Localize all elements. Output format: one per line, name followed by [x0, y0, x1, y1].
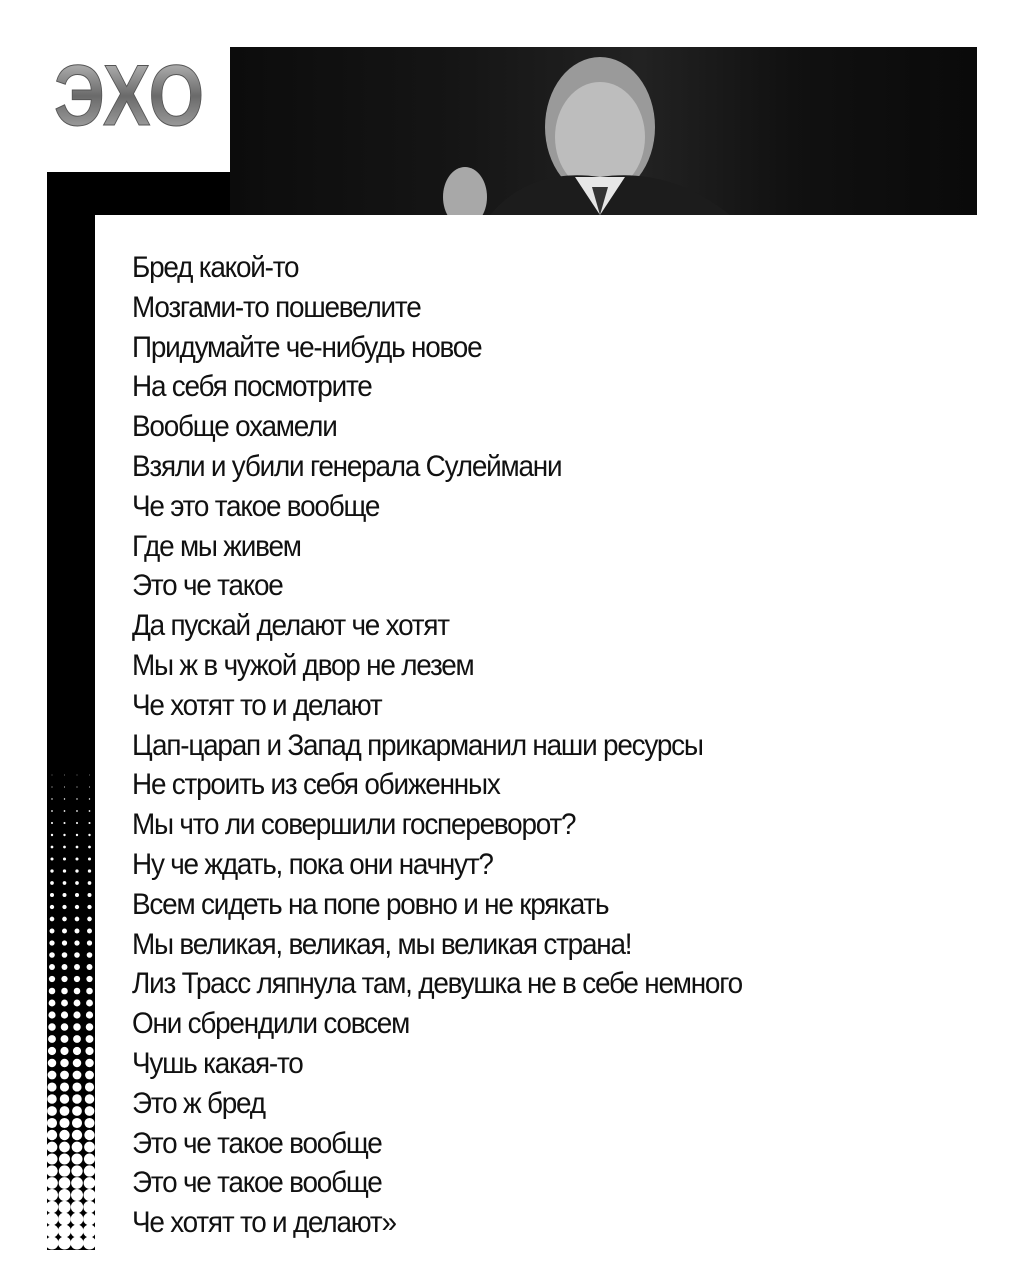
speaker-photo-silhouette [230, 47, 977, 215]
halftone-dot [60, 1106, 70, 1116]
halftone-dot [47, 1118, 57, 1128]
quote-line: Где мы живем [132, 529, 301, 563]
halftone-dot [88, 893, 92, 897]
halftone-dot [87, 964, 93, 970]
halftone-dot [86, 1000, 93, 1007]
halftone-dot [58, 1201, 70, 1213]
halftone-dot [49, 976, 55, 982]
halftone-dot [88, 881, 92, 885]
halftone-dot [62, 964, 68, 970]
halftone-dot [88, 822, 90, 824]
halftone-dot [84, 1118, 94, 1128]
halftone-dot [48, 1035, 56, 1043]
quote-line: Цап-царап и Запад прикарманил наши ресурсы [132, 728, 703, 762]
quote-line: Лиз Трасс ляпнула там, девушка не в себе немного [132, 967, 742, 1001]
halftone-dot [51, 846, 54, 849]
halftone-dot [63, 846, 66, 849]
halftone-dot [71, 1225, 84, 1238]
quote-line: Это че такое вообще [132, 1126, 382, 1160]
halftone-dot [87, 952, 93, 958]
halftone-dot [51, 810, 53, 812]
halftone-dot [59, 1153, 70, 1164]
halftone-dot [49, 1000, 56, 1007]
halftone-dot [89, 798, 90, 799]
halftone-dot [60, 1059, 68, 1067]
halftone-dot [73, 1011, 80, 1018]
halftone-dot [71, 1237, 84, 1250]
halftone-dot [85, 1082, 94, 1091]
quote-line: Че хотят то и делают» [132, 1206, 396, 1240]
halftone-dot [49, 988, 56, 995]
halftone-dot [46, 1201, 58, 1213]
halftone-dot [62, 929, 67, 934]
halftone-dot [64, 810, 66, 812]
halftone-dot [49, 940, 54, 945]
halftone-dot [76, 786, 77, 787]
halftone-dot [85, 1071, 94, 1080]
halftone-dot [86, 1011, 93, 1018]
halftone-dot [75, 869, 78, 872]
halftone-dot [59, 1142, 70, 1153]
halftone-dot [64, 786, 65, 787]
halftone-dot [76, 810, 78, 812]
halftone-dot [89, 775, 90, 776]
halftone-dot [88, 846, 91, 849]
halftone-dot [72, 1094, 81, 1103]
halftone-dot [50, 869, 53, 872]
halftone-dot [58, 1225, 71, 1238]
halftone-dot [62, 952, 68, 958]
quote-line: Да пускай делают че хотят [132, 609, 449, 643]
halftone-dot [50, 857, 53, 860]
quote-line: Придумайте че-нибудь новое [132, 330, 482, 364]
halftone-dot [73, 1047, 81, 1055]
halftone-dot [59, 1189, 71, 1201]
quote-line: Всем сидеть на попе ровно и не крякать [132, 887, 609, 921]
halftone-dot [84, 1130, 94, 1140]
halftone-dot [89, 810, 91, 812]
halftone-dot [51, 786, 52, 787]
halftone-dot [51, 822, 53, 824]
halftone-dot [71, 1201, 83, 1213]
quote-line: Чушь какая-то [132, 1046, 303, 1080]
quote-line: Не строить из себя обиженных [132, 768, 500, 802]
halftone-dot [76, 834, 78, 836]
quote-line: Ну че ждать, пока они начнут? [132, 847, 493, 881]
halftone-dot [49, 952, 55, 958]
halftone-dot [74, 964, 80, 970]
halftone-dot [51, 834, 53, 836]
halftone-dot [72, 1082, 81, 1091]
halftone-dot [71, 1213, 84, 1226]
echo-logo [52, 45, 207, 144]
halftone-dot [87, 929, 92, 934]
halftone-dot [46, 1213, 59, 1226]
halftone-dot [48, 1047, 56, 1055]
halftone-dot [75, 929, 80, 934]
quote-line: Мы ж в чужой двор не лезем [132, 648, 474, 682]
halftone-dot [83, 1201, 95, 1213]
halftone-dot [75, 881, 79, 885]
halftone-dot [71, 1153, 82, 1164]
halftone-dot [87, 917, 92, 922]
halftone-dot [74, 976, 80, 982]
halftone-dot [62, 905, 66, 909]
halftone-dot [63, 834, 65, 836]
halftone-dot [71, 1165, 82, 1176]
quote-line: Бред какой-то [132, 251, 299, 284]
halftone-dot [63, 869, 66, 872]
halftone-dot [89, 786, 90, 787]
halftone-dot [60, 1094, 69, 1103]
quote-line: Че хотят то и делают [132, 688, 382, 722]
halftone-dot [74, 1000, 81, 1007]
halftone-dot [47, 1130, 57, 1140]
halftone-dot [84, 1153, 95, 1164]
halftone-dot [63, 893, 67, 897]
halftone-dot [88, 869, 91, 872]
halftone-dot [59, 1118, 69, 1128]
halftone-dot [52, 775, 53, 776]
quote-line: Взяли и убили генерала Сулеймани [132, 449, 562, 483]
halftone-dot [61, 1000, 68, 1007]
halftone-dot [86, 988, 93, 995]
halftone-dot [63, 881, 67, 885]
quote-line: Это че такое вообще [132, 1166, 382, 1200]
halftone-dot [73, 1059, 81, 1067]
halftone-dot [76, 846, 79, 849]
halftone-dot [50, 881, 54, 885]
halftone-dot [83, 1213, 96, 1226]
halftone-dot [75, 857, 78, 860]
halftone-dot [46, 1165, 57, 1176]
halftone-dot [59, 1165, 70, 1176]
halftone-dot [71, 1177, 83, 1189]
halftone-dot [46, 1189, 58, 1201]
quote-line: Мозгами-то пошевелите [132, 290, 421, 324]
halftone-dot [87, 905, 91, 909]
halftone-dot [47, 1142, 58, 1153]
halftone-dot [76, 798, 77, 799]
halftone-dot [73, 1035, 81, 1043]
halftone-dot [58, 1213, 71, 1226]
halftone-dot [48, 1023, 56, 1031]
halftone-dot [71, 1189, 83, 1201]
halftone-dot [85, 1059, 93, 1067]
halftone-dot [59, 1130, 69, 1140]
halftone-dot [75, 917, 80, 922]
halftone-dot [75, 905, 79, 909]
halftone-dot [73, 1023, 81, 1031]
halftone-dot [62, 917, 67, 922]
halftone-dot [60, 1047, 68, 1055]
header-photo [230, 47, 977, 215]
halftone-dot [61, 1023, 69, 1031]
halftone-dot [77, 775, 78, 776]
halftone-dot [50, 929, 55, 934]
halftone-dot [51, 798, 52, 799]
halftone-dot [63, 857, 66, 860]
halftone-dot [74, 952, 80, 958]
halftone-dot [84, 1142, 95, 1153]
halftone-dot [72, 1130, 82, 1140]
halftone-dot [50, 893, 54, 897]
quote-line: Мы великая, великая, мы великая страна! [132, 927, 632, 961]
halftone-dot [60, 1071, 69, 1080]
halftone-pattern [47, 770, 95, 1250]
halftone-dot [60, 1082, 69, 1091]
halftone-dot [58, 1237, 71, 1250]
halftone-dot [46, 1225, 59, 1238]
quote-line: Че это такое вообще [132, 489, 380, 523]
halftone-dot [85, 1094, 94, 1103]
quote-line: На себя посмотрите [132, 370, 372, 404]
halftone-dot [84, 1189, 96, 1201]
halftone-dot [61, 1011, 68, 1018]
halftone-dot [48, 1011, 55, 1018]
quote-text [132, 248, 788, 1243]
halftone-dot [86, 976, 92, 982]
quote-line: Мы что ли совершили госпереворот? [132, 808, 576, 842]
halftone-dot [64, 775, 65, 776]
halftone-dot [88, 834, 90, 836]
halftone-dot [75, 893, 79, 897]
halftone-dot [72, 1118, 82, 1128]
halftone-dot [84, 1177, 96, 1189]
halftone-dot [50, 917, 55, 922]
halftone-dot [46, 1153, 57, 1164]
halftone-dot [46, 1237, 59, 1250]
halftone-dot [88, 857, 91, 860]
halftone-dot [48, 1071, 57, 1080]
halftone-dot [85, 1106, 95, 1116]
halftone-dot [86, 1035, 94, 1043]
halftone-dot [61, 1035, 69, 1043]
halftone-dot [84, 1165, 95, 1176]
quote-line: Вообще охамели [132, 410, 337, 444]
halftone-dot [47, 1082, 56, 1091]
svg-text:ЭХО: ЭХО [54, 48, 204, 144]
halftone-dot [87, 940, 92, 945]
halftone-dot [86, 1023, 94, 1031]
quote-line: Это че такое [132, 569, 283, 603]
halftone-dot [61, 988, 68, 995]
halftone-dot [74, 988, 81, 995]
halftone-dot [73, 1071, 82, 1080]
halftone-dot [48, 1059, 56, 1067]
quote-line: Они сбрендили совсем [132, 1007, 410, 1041]
halftone-dot [76, 822, 78, 824]
halftone-dot [61, 976, 67, 982]
halftone-dot [72, 1142, 83, 1153]
halftone-dot [72, 1106, 82, 1116]
halftone-dot [64, 798, 65, 799]
halftone-dot [47, 1106, 57, 1116]
halftone-dot [46, 1177, 58, 1189]
halftone-dot [62, 940, 67, 945]
halftone-dot [85, 1047, 93, 1055]
halftone-dot [74, 940, 79, 945]
halftone-dot [59, 1177, 71, 1189]
halftone-dot [63, 822, 65, 824]
halftone-dot [50, 905, 54, 909]
halftone-dot [49, 964, 55, 970]
quote-line: Это ж бред [132, 1086, 265, 1120]
halftone-dot [47, 1094, 56, 1103]
